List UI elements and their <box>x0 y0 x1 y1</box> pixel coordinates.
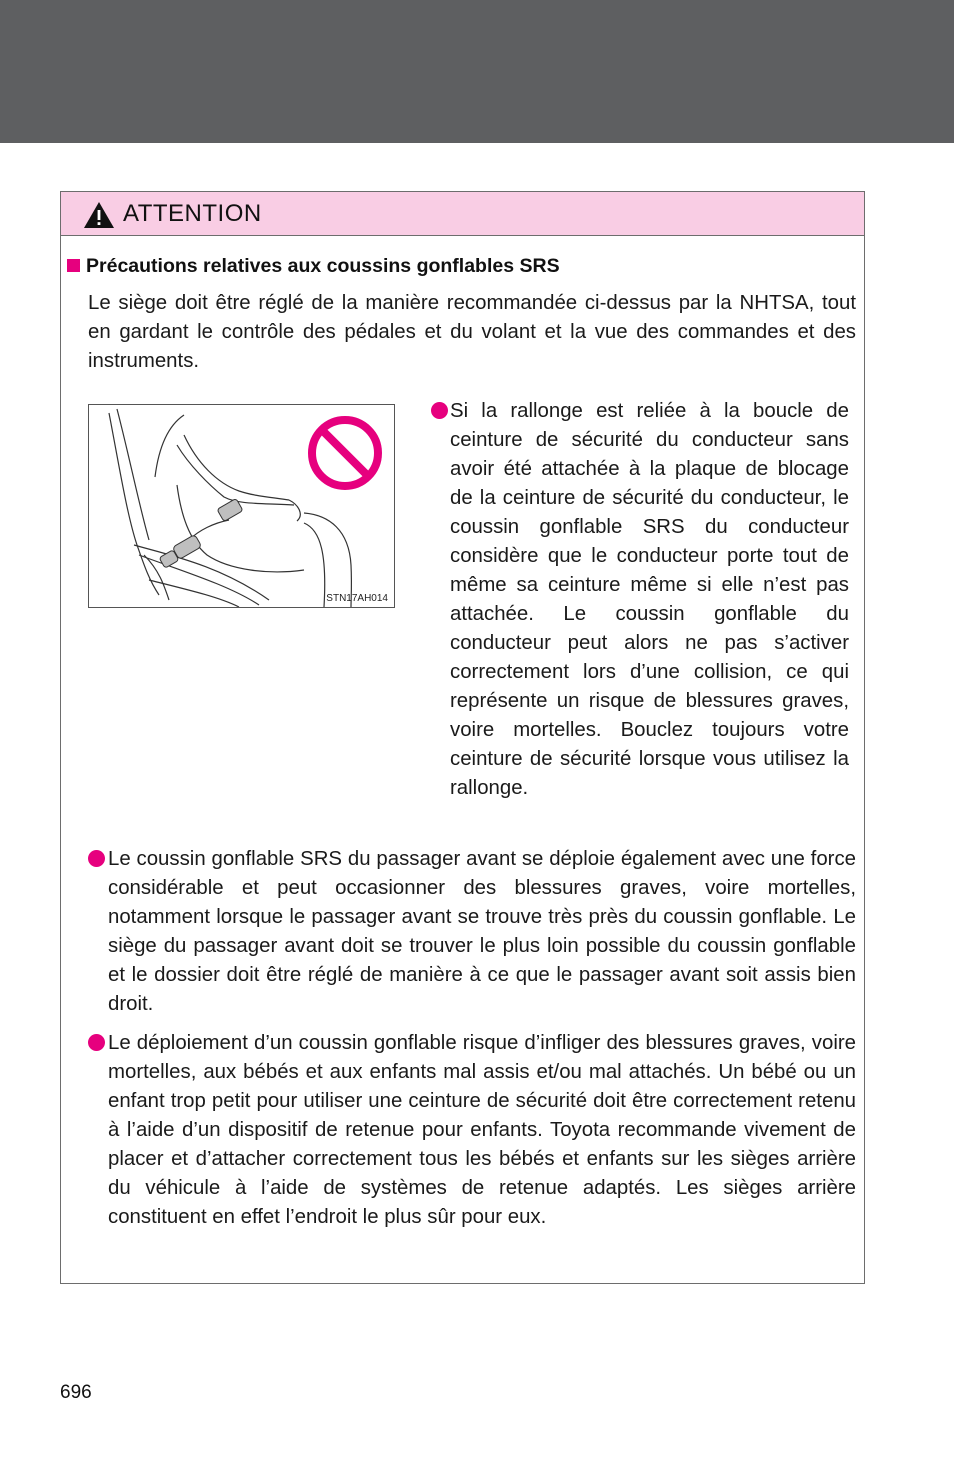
warning-triangle-icon <box>83 201 115 229</box>
bullet-text: Le coussin gonflable SRS du passager avant se déploie également avec une force considérable et peut occasionner des blessures graves, voire mortelles, notamment lorsque le passager avant se trouve très près du coussin gonflable. Le siège du passager avant doit se trouver le plus loin possible du coussin gonflable et le dossier doit être réglé de manière à ce que le passager avant soit assis bien droit. <box>108 848 856 1015</box>
bullet-text: Le déploiement d’un coussin gonflable risque d’infliger des blessures graves, voire mortelles, aux bébés et aux enfants mal assis et/ou mal attachés. Un bébé ou un enfant trop petit pour utiliser une ceinture de sécurité doit être correctement retenu à l’aide d’un dispositif de retenue pour enfants. Toyota recommande vivement de placer et d’attacher correctement tous les bébés et enfants sur les sièges arrière du véhicule à l’aide de systèmes de retenue adaptés. Les sièges arrière constituent en effet l’endroit le plus sûr pour eux. <box>108 1032 856 1228</box>
bullet-text: Si la rallonge est reliée à la boucle de ceinture de sécurité du conducteur sans avoir été attachée à la plaque de blocage de la ceinture de sécurité du conducteur, le coussin gonflable SRS du conducteur considère que le conducteur porte tout de même sa ceinture même si elle n’est pas attachée. Le coussin gonflable du conducteur peut alors ne pas s’activer correctement lors d’une collision, ce qui représente un risque de blessures graves, voire mortelles. Bouclez toujours votre ceinture de sécurité lorsque vous utilisez la rallonge. <box>450 400 849 799</box>
circle-bullet-icon <box>88 850 105 867</box>
figure-code: STN17AH014 <box>326 593 388 604</box>
page-number: 696 <box>60 1382 92 1403</box>
top-band <box>0 0 954 143</box>
circle-bullet-icon <box>431 402 448 419</box>
attention-header <box>61 192 864 236</box>
square-bullet-icon <box>67 259 80 272</box>
attention-label: ATTENTION <box>123 200 262 227</box>
driver-seat-drawing <box>89 405 394 607</box>
seatbelt-illustration <box>88 404 395 608</box>
section-title <box>67 255 560 278</box>
warning-box <box>60 191 865 1284</box>
intro-paragraph: Le siège doit être réglé de la manière recommandée ci-dessus par la NHTSA, tout en gardant le contrôle des pédales et du volant et la vue des commandes et des instruments. <box>88 292 856 372</box>
circle-bullet-icon <box>88 1034 105 1051</box>
section-title-text: Précautions relatives aux coussins gonflables SRS <box>86 255 560 277</box>
